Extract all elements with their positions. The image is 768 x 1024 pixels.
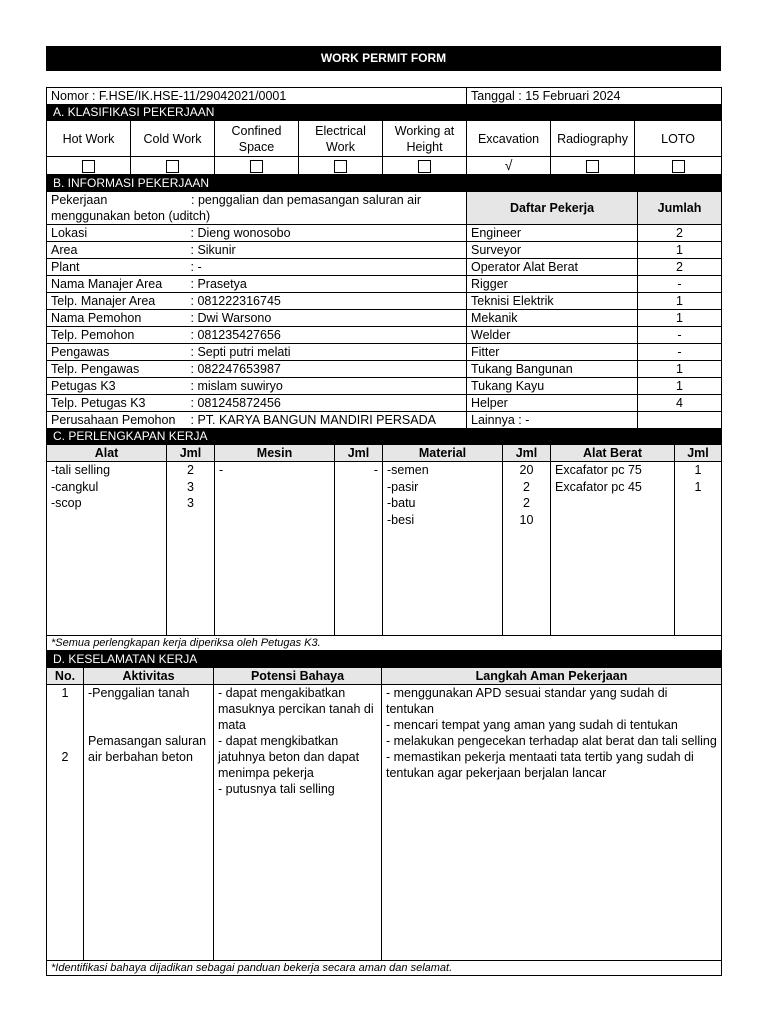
safety-no-2: 2 — [61, 750, 69, 764]
work-type-checkbox-cell — [215, 157, 299, 175]
info-value: : Dwi Warsono — [187, 310, 467, 327]
info-label: Telp. Pemohon — [47, 327, 187, 344]
info-row — [47, 293, 722, 310]
safety-col-header: Potensi Bahaya — [214, 668, 382, 685]
safety-col-header: Langkah Aman Pekerjaan — [382, 668, 722, 685]
section-b-table — [46, 175, 722, 429]
work-type-checkbox-cell — [383, 157, 467, 175]
equipment-item: Excafator pc 75 — [555, 463, 642, 477]
worker-count: - — [638, 327, 722, 344]
equipment-body-row — [47, 462, 722, 636]
equipment-item: 2 — [523, 479, 530, 494]
info-value: : PT. KARYA BANGUN MANDIRI PERSADA — [187, 412, 467, 429]
safety-no-1: 1 — [61, 686, 69, 700]
work-type-checkbox[interactable] — [586, 160, 599, 173]
info-label: Petugas K3 — [47, 378, 187, 395]
safety-col-header: Aktivitas — [84, 668, 214, 685]
info-row — [47, 259, 722, 276]
equipment-col-header: Alat Berat — [551, 445, 675, 462]
equipment-col-alat-berat-jml — [675, 462, 722, 636]
info-row — [47, 395, 722, 412]
info-row — [47, 344, 722, 361]
work-type-checkbox-cell — [467, 157, 551, 175]
work-type-label: LOTO — [635, 121, 722, 157]
work-type-checkbox[interactable] — [418, 160, 431, 173]
worker-name: Surveyor — [467, 242, 638, 259]
work-type-checkbox-cell — [131, 157, 215, 175]
pekerjaan-value: : penggalian dan pemasangan saluran air — [191, 193, 422, 207]
safety-aktivitas-cell — [84, 685, 214, 961]
equipment-col-material-jml — [503, 462, 551, 636]
info-value: : Prasetya — [187, 276, 467, 293]
equipment-col-header: Jml — [335, 445, 383, 462]
work-type-header-row — [47, 121, 722, 157]
worker-name: Teknisi Elektrik — [467, 293, 638, 310]
info-value: : mislam suwiryo — [187, 378, 467, 395]
section-d-table — [46, 651, 722, 976]
info-value: : 081222316745 — [187, 293, 467, 310]
work-type-checkbox[interactable] — [82, 160, 95, 173]
worker-count — [638, 412, 722, 429]
equipment-note: *Semua perlengkapan kerja diperiksa oleh Petugas K3. — [47, 636, 722, 651]
equipment-col-header: Mesin — [215, 445, 335, 462]
equipment-col-header: Jml — [503, 445, 551, 462]
worker-name: Tukang Bangunan — [467, 361, 638, 378]
equipment-item: 2 — [187, 463, 194, 477]
info-label: Telp. Pengawas — [47, 361, 187, 378]
work-type-checkbox[interactable] — [334, 160, 347, 173]
info-row — [47, 412, 722, 429]
info-label: Pengawas — [47, 344, 187, 361]
safety-col-header: No. — [47, 668, 84, 685]
equipment-col-mesin-jml — [335, 462, 383, 636]
info-label: Plant — [47, 259, 187, 276]
info-row — [47, 225, 722, 242]
pekerjaan-label: Pekerjaan — [51, 193, 108, 207]
jumlah-header: Jumlah — [638, 192, 722, 225]
work-type-label: Working at Height — [383, 121, 467, 157]
work-type-label: Electrical Work — [299, 121, 383, 157]
section-a-table — [46, 87, 722, 175]
equipment-col-alat-jml — [167, 462, 215, 636]
worker-count: - — [638, 344, 722, 361]
worker-name: Welder — [467, 327, 638, 344]
work-type-label: Cold Work — [131, 121, 215, 157]
equipment-item: - — [373, 463, 378, 477]
worker-count: 1 — [638, 378, 722, 395]
info-label: Telp. Petugas K3 — [47, 395, 187, 412]
worker-count: 2 — [638, 259, 722, 276]
equipment-item: -scop — [51, 496, 82, 510]
work-type-label: Radiography — [551, 121, 635, 157]
work-type-label: Hot Work — [47, 121, 131, 157]
tanggal-field: Tanggal : 15 Februari 2024 — [467, 88, 722, 105]
worker-name: Helper — [467, 395, 638, 412]
info-value: : 082247653987 — [187, 361, 467, 378]
info-row — [47, 310, 722, 327]
work-type-checkbox[interactable] — [166, 160, 179, 173]
equipment-col-alat-berat — [551, 462, 675, 636]
worker-name: Operator Alat Berat — [467, 259, 638, 276]
work-type-checkbox-cell — [635, 157, 722, 175]
equipment-item: -cangkul — [51, 479, 99, 494]
work-type-checkbox-cell — [551, 157, 635, 175]
aktivitas-2: Pemasangan saluran air berbahan beton — [88, 734, 207, 764]
equipment-col-alat — [47, 462, 167, 636]
work-type-checkbox-row — [47, 157, 722, 175]
equipment-item: 3 — [187, 496, 194, 510]
worker-count: 2 — [638, 225, 722, 242]
info-row — [47, 361, 722, 378]
worker-name: Lainnya : - — [467, 412, 638, 429]
equipment-item: 20 — [519, 463, 534, 477]
info-value: : Septi putri melati — [187, 344, 467, 361]
info-label: Perusahaan Pemohon — [47, 412, 187, 429]
worker-count: 1 — [638, 242, 722, 259]
equipment-col-header: Jml — [167, 445, 215, 462]
equipment-header-row — [47, 445, 722, 462]
info-label: Lokasi — [47, 225, 187, 242]
work-type-checkbox-cell — [47, 157, 131, 175]
form-title: WORK PERMIT FORM — [46, 46, 721, 71]
section-a-heading: A. KLASIFIKASI PEKERJAAN — [47, 105, 722, 121]
equipment-item: - — [219, 463, 224, 477]
info-value: : - — [187, 259, 467, 276]
worker-name: Engineer — [467, 225, 638, 242]
info-value: : Sikunir — [187, 242, 467, 259]
worker-name: Rigger — [467, 276, 638, 293]
info-label: Telp. Manajer Area — [47, 293, 187, 310]
pekerjaan-value-cont: menggunakan beton (uditch) — [51, 209, 211, 223]
info-row — [47, 378, 722, 395]
worker-count: - — [638, 276, 722, 293]
equipment-item: -besi — [387, 512, 415, 527]
equipment-col-mesin — [215, 462, 335, 636]
worker-name: Tukang Kayu — [467, 378, 638, 395]
safety-body-row — [47, 685, 722, 961]
equipment-item: 2 — [523, 496, 530, 510]
equipment-item: Excafator pc 45 — [555, 479, 642, 494]
equipment-col-header: Material — [383, 445, 503, 462]
work-type-checkbox[interactable] — [672, 160, 685, 173]
pekerjaan-row — [47, 192, 722, 225]
worker-name: Fitter — [467, 344, 638, 361]
info-row — [47, 242, 722, 259]
safety-note: *Identifikasi bahaya dijadikan sebagai panduan bekerja secara aman dan selamat. — [47, 961, 722, 976]
worker-count: 1 — [638, 361, 722, 378]
section-d-heading: D. KESELAMATAN KERJA — [47, 652, 722, 668]
safety-potensi-cell: - dapat mengakibatkan masuknya percikan tanah di mata - dapat mengkibatkan jatuhnya beton dan dapat menimpa pekerja - putusnya tali selling — [214, 685, 382, 961]
info-label: Nama Pemohon — [47, 310, 187, 327]
equipment-col-material — [383, 462, 503, 636]
work-type-checkbox[interactable] — [250, 160, 263, 173]
section-b-heading: B. INFORMASI PEKERJAAN — [47, 176, 722, 192]
work-type-check-mark[interactable]: √ — [504, 157, 513, 173]
work-type-label: Confined Space — [215, 121, 299, 157]
worker-count: 1 — [638, 310, 722, 327]
aktivitas-1: -Penggalian tanah — [88, 686, 190, 700]
info-value: : 081235427656 — [187, 327, 467, 344]
info-row — [47, 276, 722, 293]
equipment-item: 3 — [187, 479, 194, 494]
safety-langkah-cell: - menggunakan APD sesuai standar yang sudah di tentukan - mencari tempat yang aman yang sudah di tentukan - melakukan pengecekan terhadap alat berat dan tali selling - memastikan pekerja mentaati tata tertib yang sudah di tentukan agar pekerjaan berjalan lancar — [382, 685, 722, 961]
equipment-item: -pasir — [387, 479, 419, 494]
worker-name: Mekanik — [467, 310, 638, 327]
info-value: : Dieng wonosobo — [187, 225, 467, 242]
equipment-item: -semen — [387, 463, 429, 477]
equipment-item: 10 — [519, 512, 534, 527]
work-type-label: Excavation — [467, 121, 551, 157]
pekerjaan-cell — [47, 192, 467, 225]
equipment-item: -tali selling — [51, 463, 111, 477]
equipment-col-header: Jml — [675, 445, 722, 462]
info-label: Nama Manajer Area — [47, 276, 187, 293]
section-c-table — [46, 428, 722, 651]
equipment-item: 1 — [694, 479, 702, 494]
work-type-checkbox-cell — [299, 157, 383, 175]
nomor-field: Nomor : F.HSE/IK.HSE-11/29042021/0001 — [47, 88, 467, 105]
safety-header-row — [47, 668, 722, 685]
worker-count: 4 — [638, 395, 722, 412]
info-value: : 081245872456 — [187, 395, 467, 412]
info-row — [47, 327, 722, 344]
worker-count: 1 — [638, 293, 722, 310]
safety-no-cell — [47, 685, 84, 961]
section-c-heading: C. PERLENGKAPAN KERJA — [47, 429, 722, 445]
info-label: Area — [47, 242, 187, 259]
equipment-item: -batu — [387, 496, 416, 510]
daftar-pekerja-header: Daftar Pekerja — [467, 192, 638, 225]
equipment-item: 1 — [694, 463, 702, 477]
equipment-col-header: Alat — [47, 445, 167, 462]
